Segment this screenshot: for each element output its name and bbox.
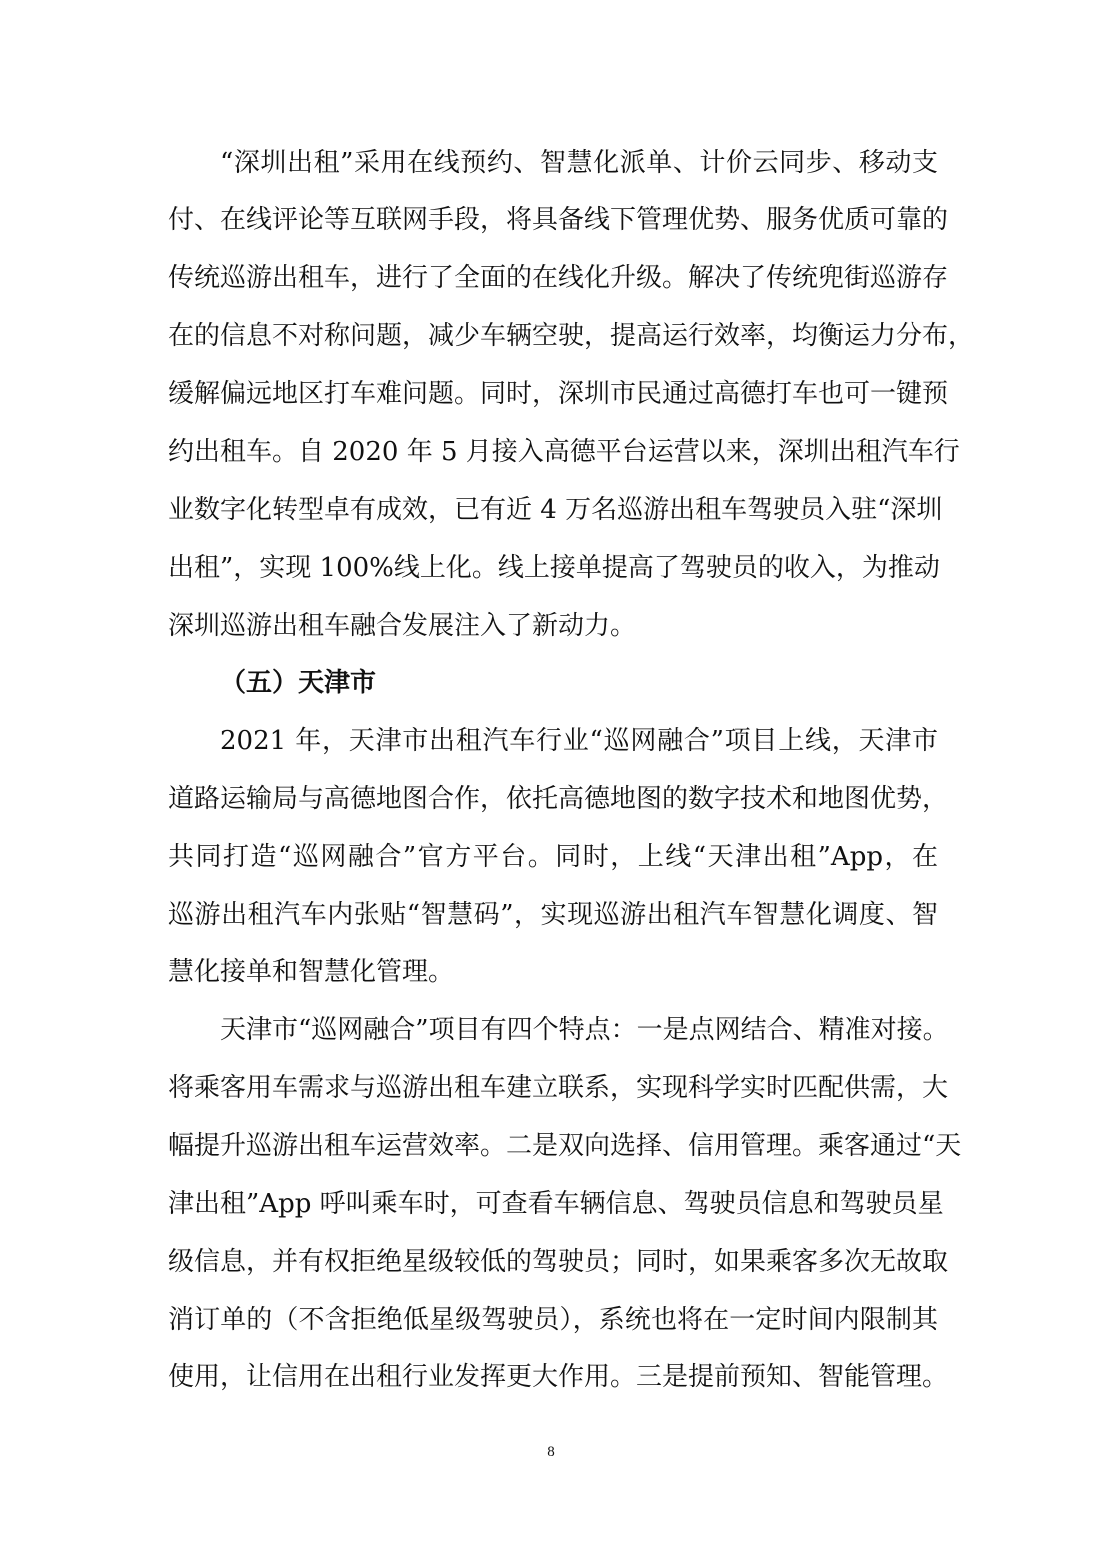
paragraph-line: 缓解偏远地区打车难问题。同时，深圳市民通过高德打车也可一键预 xyxy=(168,379,949,409)
paragraph-line: “深圳出租”采用在线预约、智慧化派单、计价云同步、移动支 xyxy=(220,148,938,178)
page-number: 8 xyxy=(547,1444,555,1460)
paragraph-line: 付、在线评论等互联网手段，将具备线下管理优势、服务优质可靠的 xyxy=(168,205,949,235)
paragraph-line: 2021 年，天津市出租汽车行业“巡网融合”项目上线，天津市 xyxy=(220,726,938,756)
paragraph-line: 在的信息不对称问题，减少车辆空驶，提高运行效率，均衡运力分布， xyxy=(168,321,975,351)
paragraph-line: 约出租车。自 2020 年 5 月接入高德平台运营以来，深圳出租汽车行 xyxy=(168,437,960,467)
paragraph-line: 级信息，并有权拒绝星级较低的驾驶员；同时，如果乘客多次无故取 xyxy=(168,1247,949,1277)
paragraph-line: 幅提升巡游出租车运营效率。二是双向选择、信用管理。乘客通过“天 xyxy=(168,1131,962,1161)
paragraph-line: 共同打造“巡网融合”官方平台。同时，上线“天津出租”App，在 xyxy=(168,842,938,872)
paragraph-line: 消订单的（不含拒绝低星级驾驶员），系统也将在一定时间内限制其 xyxy=(168,1305,938,1335)
paragraph-line: 巡游出租汽车内张贴“智慧码”，实现巡游出租汽车智慧化调度、智 xyxy=(168,900,938,930)
paragraph-line: 使用，让信用在出租行业发挥更大作用。三是提前预知、智能管理。 xyxy=(168,1362,949,1392)
paragraph-line: 传统巡游出租车，进行了全面的在线化升级。解决了传统兜街巡游存 xyxy=(168,263,949,293)
paragraph-line: 将乘客用车需求与巡游出租车建立联系，实现科学实时匹配供需，大 xyxy=(168,1073,949,1103)
paragraph-line: 天津市“巡网融合”项目有四个特点：一是点网结合、精准对接。 xyxy=(220,1015,949,1045)
paragraph-line: 道路运输局与高德地图合作，依托高德地图的数字技术和地图优势， xyxy=(168,784,949,814)
paragraph-line: 出租”，实现 100%线上化。线上接单提高了驾驶员的收入，为推动 xyxy=(168,553,940,583)
paragraph-line: 业数字化转型卓有成效，已有近 4 万名巡游出租车驾驶员入驻“深圳 xyxy=(168,495,943,525)
paragraph-line: 深圳巡游出租车融合发展注入了新动力。 xyxy=(168,611,637,641)
paragraph-line: 津出租”App 呼叫乘车时，可查看车辆信息、驾驶员信息和驾驶员星 xyxy=(168,1189,944,1219)
section-heading: （五）天津市 xyxy=(220,668,377,698)
paragraph-line: 慧化接单和智慧化管理。 xyxy=(168,957,455,987)
